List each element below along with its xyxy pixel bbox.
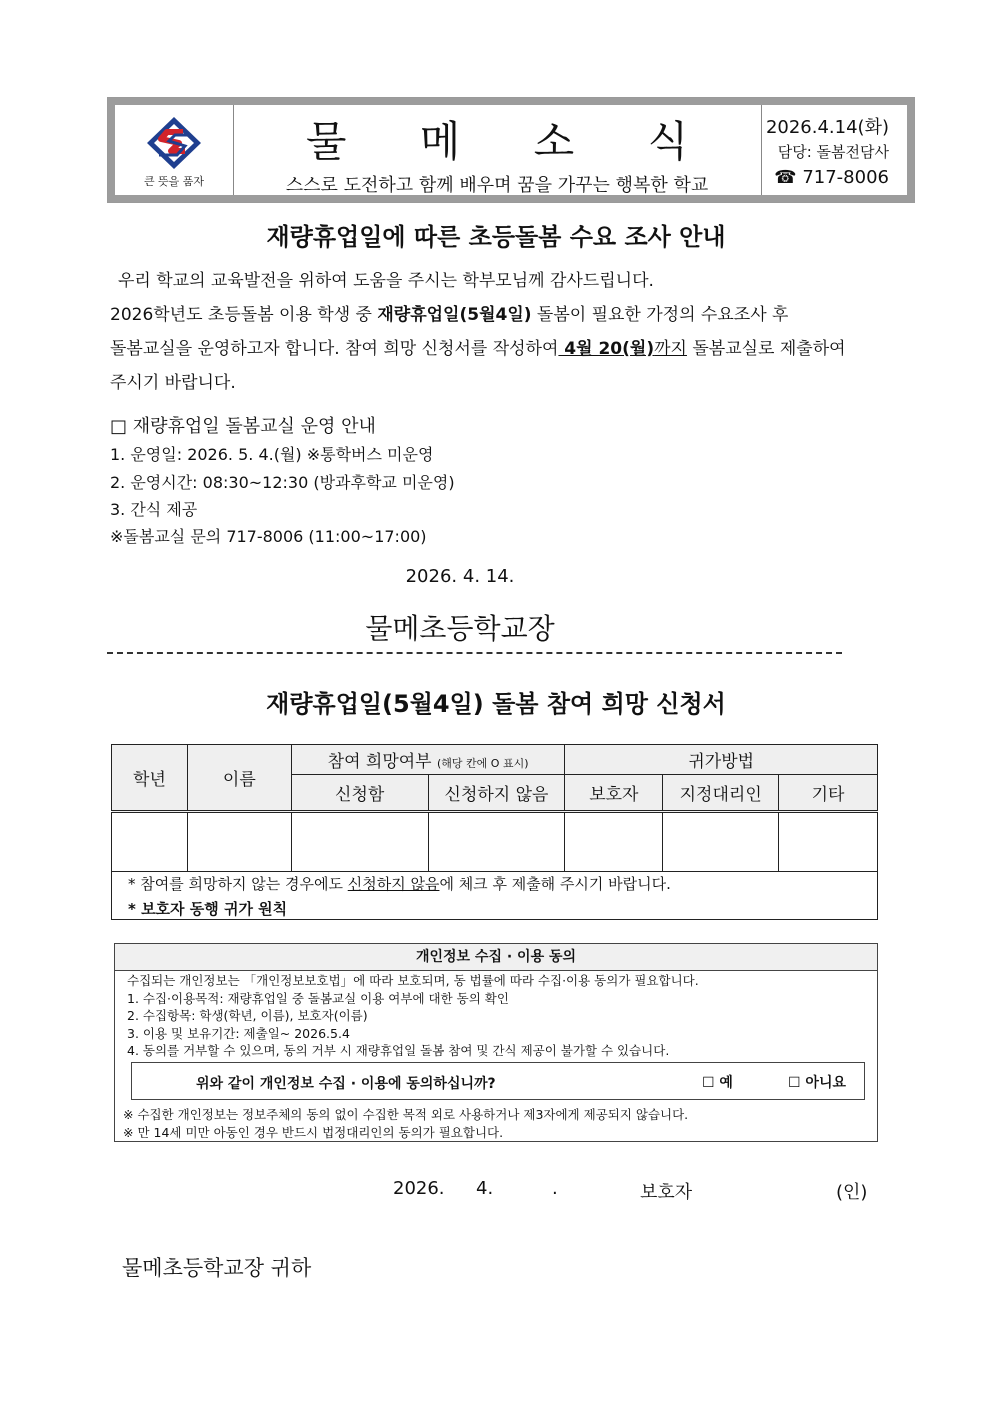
form-title: 재량휴업일(5월4일) 돌봄 참여 희망 신청서: [266, 690, 726, 718]
school-motto: 스스로 도전하고 함께 배우며 꿈을 가꾸는 행복한 학교: [285, 175, 709, 196]
consent-note: ※ 수집한 개인정보는 정보주체의 동의 없이 수집한 목적 외로 사용하거나 제3자에게 제공되지 않습니다.: [123, 1107, 689, 1122]
operation-date: 1. 운영일: 2026. 5. 4.(월) ※통학버스 미운영: [110, 445, 434, 464]
contact-info: ※돌봄교실 문의 717-8006 (11:00~17:00): [110, 527, 427, 546]
issue-date: 2026.4.14(화): [765, 117, 889, 138]
staff-in-charge: 담당: 돌봄전담사: [777, 143, 889, 161]
header-other: 기타: [779, 775, 878, 812]
header-participation: 참여 희망여부 (해당 칸에 O 표시): [291, 745, 565, 775]
header-agent: 지정대리인: [663, 775, 779, 812]
apply-field[interactable]: [291, 812, 428, 872]
form-note-2: * 보호자 동행 귀가 원칙: [128, 899, 288, 918]
form-notes: [112, 872, 878, 920]
guardian-field[interactable]: [565, 812, 663, 872]
school-logo-icon: [145, 115, 203, 171]
not-apply-field[interactable]: [428, 812, 565, 872]
notice-paragraph-2: 2026학년도 초등돌봄 이용 학생 중 재량휴업일(5월4일) 돌봄이 필요한 가정의 수요조사 후: [110, 305, 789, 325]
notice-paragraph-3: 돌봄교실을 운영하고자 합니다. 참여 희망 신청서를 작성하여 4월 20(월)까지 돌봄교실로 제출하여: [110, 339, 846, 359]
consent-line: 1. 수집·이용목적: 재량휴업일 중 돌봄교실 이용 여부에 대한 동의 확인: [127, 990, 509, 1006]
operation-hours: 2. 운영시간: 08:30~12:30 (방과후학교 미운영): [110, 473, 455, 492]
principal-name: 물메초등학교장: [365, 612, 555, 645]
signature-seal[interactable]: (인): [836, 1182, 868, 1203]
addressee: 물메초등학교장 귀하: [122, 1256, 312, 1280]
header-apply: 신청함: [291, 775, 428, 812]
school-logo: [115, 105, 234, 195]
grade-field[interactable]: [112, 812, 188, 872]
section-heading: □ 재량휴업일 돌봄교실 운영 안내: [110, 416, 376, 437]
consent-question-box: [131, 1062, 865, 1100]
consent-question: 위와 같이 개인정보 수집 · 이용에 동의하십니까?: [196, 1076, 496, 1092]
signature-day[interactable]: .: [552, 1178, 558, 1199]
consent-yes-checkbox[interactable]: ☐ 예: [702, 1075, 733, 1091]
header-grade: 학년: [112, 745, 188, 812]
notice-paragraph-4: 주시기 바랍니다.: [110, 373, 236, 393]
newsletter-header: [107, 97, 915, 203]
application-table: [111, 744, 878, 920]
signature-guardian-label: 보호자: [640, 1182, 693, 1203]
logo-text: 큰 뜻을 품자: [143, 175, 205, 188]
consent-title: 개인정보 수집 · 이용 동의: [115, 944, 877, 971]
signature-month: 4.: [476, 1178, 494, 1199]
contact-phone: ☎ 717-8006: [774, 167, 889, 188]
header-return-method: 귀가방법: [565, 745, 878, 775]
consent-line: 2. 수집항목: 학생(학년, 이름), 보호자(이름): [127, 1008, 368, 1023]
other-field[interactable]: [779, 812, 878, 872]
consent-section: [114, 943, 878, 1142]
agent-field[interactable]: [663, 812, 779, 872]
consent-line: 3. 이용 및 보유기간: 제출일~ 2026.5.4: [127, 1025, 350, 1041]
cut-line: [107, 652, 842, 666]
consent-details: [127, 972, 699, 1060]
consent-line: 4. 동의를 거부할 수 있으며, 동의 거부 시 재량휴업일 돌봄 참여 및 간식 제공이 불가할 수 있습니다.: [127, 1043, 670, 1058]
form-note-1: * 참여를 희망하지 않는 경우에도 신청하지 않음에 체크 후 제출해 주시기 바랍니다.: [128, 874, 671, 893]
notice-title: 재량휴업일에 따른 초등돌봄 수요 조사 안내: [266, 223, 726, 251]
header-guardian: 보호자: [565, 775, 663, 812]
header-name: 이름: [187, 745, 291, 812]
signature-year: 2026.: [393, 1178, 445, 1199]
consent-line: 수집되는 개인정보는 「개인정보보호법」에 따라 보호되며, 동 법률에 따라 수집·이용 동의가 필요합니다.: [127, 973, 699, 988]
consent-no-checkbox[interactable]: ☐ 아니요: [788, 1075, 846, 1091]
header-not-apply: 신청하지 않음: [428, 775, 565, 812]
consent-notes: [123, 1106, 688, 1141]
notice-date: 2026. 4. 14.: [405, 566, 515, 587]
name-field[interactable]: [187, 812, 291, 872]
consent-note: ※ 만 14세 미만 아동인 경우 반드시 법정대리인의 동의가 필요합니다.: [123, 1124, 504, 1140]
snack-info: 3. 간식 제공: [110, 500, 198, 519]
newsletter-title: 물 메 소 식: [305, 117, 719, 166]
notice-paragraph-1: 우리 학교의 교육발전을 위하여 도움을 주시는 학부모님께 감사드립니다.: [118, 271, 654, 291]
